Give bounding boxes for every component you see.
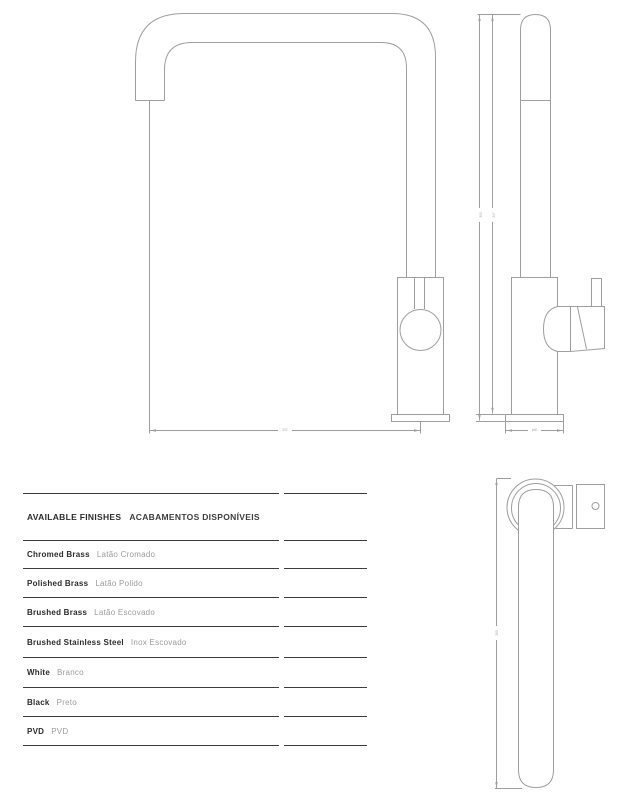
dimension-label-height-inner: 347: [491, 212, 496, 218]
table-row: [23, 569, 367, 597]
dimension-label-height-outer: 390: [478, 212, 483, 218]
side-view-drawing: [476, 15, 605, 434]
finishes-header-en: AVAILABLE FINISHES: [27, 512, 122, 522]
dim-arrow: [150, 429, 156, 432]
spout-inner-outline: [165, 43, 407, 278]
finishes-header-row: [23, 494, 367, 540]
finish-name-pt: Latão Cromado: [96, 550, 156, 559]
dim-arrow: [414, 429, 420, 432]
handle-knob-circle: [400, 310, 441, 351]
finish-name-pt: Branco: [57, 668, 84, 677]
table-row: [23, 688, 367, 716]
table-row: [23, 598, 367, 626]
lever-grip-plan: [577, 485, 605, 529]
finish-name-en: Chromed Brass: [27, 550, 90, 559]
dim-arrow: [506, 429, 512, 432]
table-row: [23, 658, 367, 687]
handle-cartridge-bulge: [544, 307, 571, 352]
table-row: [23, 717, 367, 745]
dim-arrow: [495, 782, 497, 788]
finish-name-en: Brushed Brass: [27, 607, 88, 617]
top-view-drawing: [495, 479, 605, 789]
front-view-drawing: [136, 14, 450, 434]
finish-name-pt: PVD: [51, 726, 69, 736]
finish-name-pt: Latão Escovado: [94, 607, 156, 617]
dim-arrow: [491, 408, 493, 414]
finish-name-en: Polished Brass: [27, 578, 89, 588]
finish-name-pt: Preto: [56, 697, 77, 707]
dim-arrow: [495, 479, 497, 485]
grip-hole: [592, 503, 599, 510]
lever-grip: [571, 307, 605, 352]
dimension-label-plan-length: 260: [494, 630, 499, 636]
lever-stick: [592, 279, 602, 307]
dim-arrow: [478, 15, 480, 21]
dim-arrow: [491, 15, 493, 21]
dimension-label-base-diameter: ø50: [531, 427, 538, 432]
finish-name-en: Brushed Stainless Steel: [27, 637, 124, 647]
dim-arrow: [478, 415, 480, 421]
table-row: [23, 541, 367, 568]
dim-arrow: [557, 429, 563, 432]
finish-name-pt: Latão Polido: [95, 578, 143, 588]
base-plate: [392, 415, 450, 422]
spout-plan-outline: [519, 490, 554, 788]
finish-name-pt: Inox Escovado: [130, 637, 187, 647]
side-tube-outline: [521, 15, 551, 278]
finish-name-en: Black: [27, 697, 50, 707]
finishes-table: [23, 493, 367, 746]
table-row: [23, 627, 367, 657]
spout-outer-outline: [136, 14, 436, 278]
finishes-header-pt: ACABAMENTOS DISPONÍVEIS: [129, 512, 260, 522]
finish-name-en: PVD: [27, 726, 45, 736]
finish-name-en: White: [27, 668, 51, 677]
dimension-label-reach: 232: [282, 427, 288, 432]
divider-line: [23, 745, 367, 746]
side-base-plate: [506, 415, 564, 422]
